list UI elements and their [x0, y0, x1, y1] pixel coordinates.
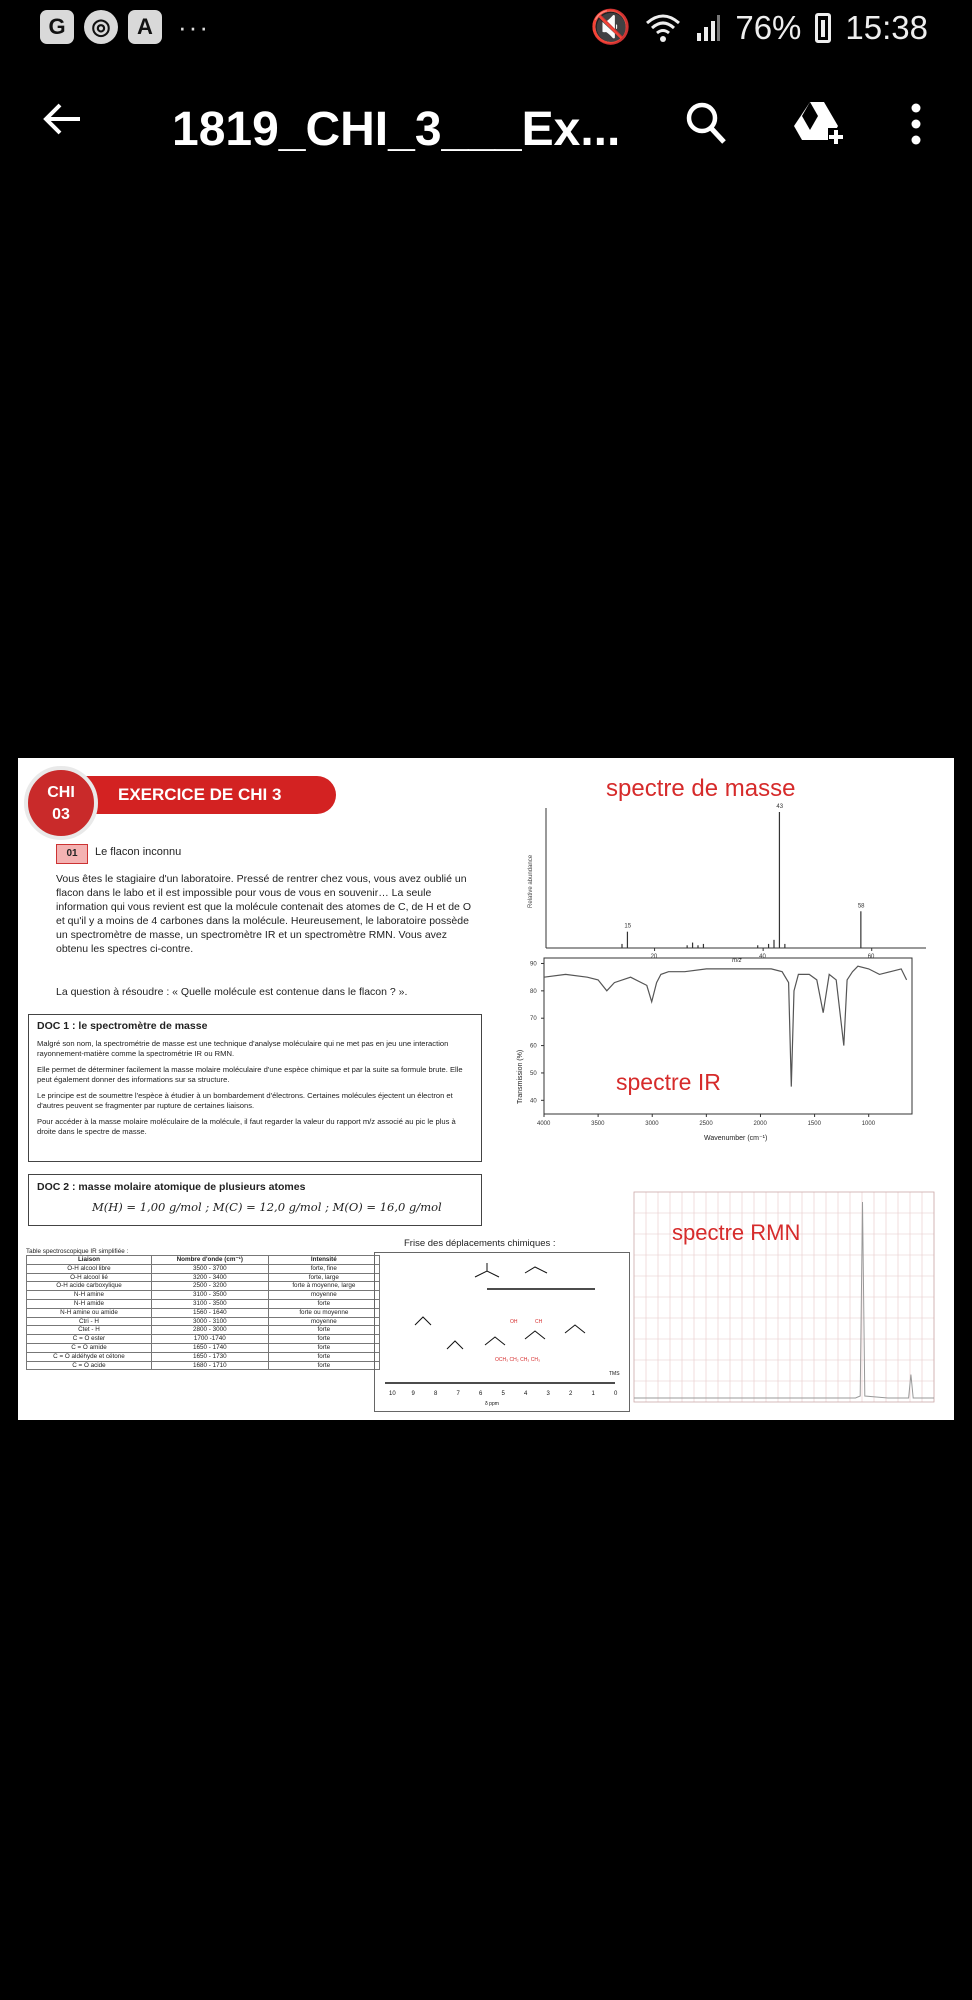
molar-masses: M(H) = 1,00 g/mol ; M(C) = 12,0 g/mol ; M(O) = 16,0 g/mol [92, 1200, 442, 1214]
ir-spectrum-chart [504, 954, 920, 1144]
ir-series-line [544, 966, 907, 1086]
ir-table-header: Liaison [27, 1256, 152, 1265]
frise-title: Frise des déplacements chimiques : [404, 1238, 556, 1249]
mass-tick-label: 20 [650, 954, 658, 960]
table-row [27, 1299, 380, 1308]
exercise-banner: EXERCICE DE CHI 3 [78, 776, 336, 814]
add-to-drive-icon[interactable] [792, 100, 846, 148]
more-options-icon[interactable] [906, 98, 926, 150]
exercise-number: 01 [56, 844, 88, 864]
question-text: La question à résoudre : « Quelle molécule est contenue dans le flacon ? ». [56, 986, 408, 998]
table-cell: C = O ester [27, 1335, 152, 1344]
mass-tick-label: 60 [867, 954, 875, 960]
table-cell: moyenne [268, 1291, 379, 1300]
table-cell: 3000 - 3100 [151, 1317, 268, 1326]
frise-tick-label: 0 [614, 1391, 618, 1397]
table-row [27, 1335, 380, 1344]
doc2-box [28, 1174, 482, 1226]
doc1-box [28, 1014, 482, 1162]
ir-table-header: Intensité [268, 1256, 379, 1265]
table-row [27, 1291, 380, 1300]
frise-tms: TMS [609, 1371, 620, 1377]
battery-percent: 76% [735, 8, 802, 46]
mass-spectrum-chart [506, 768, 934, 964]
chemical-shift-frieze [374, 1252, 630, 1412]
frise-tick-label: 2 [569, 1391, 573, 1397]
mass-spectrum-label: spectre de masse [606, 775, 796, 802]
table-cell: 3100 - 3500 [151, 1299, 268, 1308]
frise-tick-label: 3 [546, 1391, 550, 1397]
table-row [27, 1343, 380, 1352]
ir-ytick-label: 90 [530, 961, 537, 968]
ir-ytick-label: 60 [530, 1043, 537, 1050]
table-cell: 2500 - 3200 [151, 1282, 268, 1291]
exercise-title: Le flacon inconnu [95, 846, 182, 858]
doc1-p3: Le principe est de soumettre l'espèce à étudier à un bombardement d'électrons. Certaines molécules éjectent un électron et d'autres peuvent se fragmenter par rupture de certaines liaisons. [37, 1091, 453, 1110]
mute-icon: 🔇 [590, 8, 632, 45]
nmr-spectrum-label: spectre RMN [672, 1220, 801, 1245]
ir-ytick-label: 70 [530, 1016, 537, 1023]
frise-tick-label: 1 [591, 1391, 595, 1397]
table-cell: 3200 - 3400 [151, 1273, 268, 1282]
table-cell: forte [268, 1361, 379, 1370]
table-cell: 3100 - 3500 [151, 1291, 268, 1300]
ir-ytick-label: 50 [530, 1070, 537, 1077]
table-cell: forte [268, 1352, 379, 1361]
mass-peak-label: 43 [776, 804, 784, 810]
chrome-icon: ◎ [84, 10, 118, 44]
table-row [27, 1352, 380, 1361]
status-bar [0, 0, 972, 64]
frise-tick-label: 9 [411, 1391, 415, 1397]
table-row [27, 1361, 380, 1370]
table-cell: forte [268, 1343, 379, 1352]
ir-xtick-label: 2000 [753, 1121, 767, 1127]
doc2-title: DOC 2 : masse molaire atomique de plusieurs atomes [37, 1181, 306, 1193]
ir-table [26, 1248, 380, 1370]
table-row [27, 1308, 380, 1317]
intro-text: Vous êtes le stagiaire d'un laboratoire. Pressé de rentrer chez vous, vous avez oublié un flacon dans le labo et il est impossible pour vous de vous en souvenir… La seule information qui vous revient est que la molécule contenait des atomes de C, de H et de O et qu'il y a moins de 4 carbones dans la molécule. Heureusement, le laboratoire possède un spectromètre de masse, un spectromètre IR et un spectromètre RMN. Vous avez obtenu les spectres ci-contre. [56, 873, 471, 955]
mass-peak-label: 58 [857, 903, 865, 910]
table-cell: C = O aldéhyde et cétone [27, 1352, 152, 1361]
ir-table-header: Nombre d'onde (cm⁻¹) [151, 1256, 268, 1265]
search-icon[interactable] [684, 98, 728, 150]
table-cell: C = O acide [27, 1361, 152, 1370]
a-icon: A [128, 10, 162, 44]
ir-table-caption: Table spectroscopique IR simplifiée : [26, 1248, 129, 1255]
frise-tick-label: 10 [389, 1391, 396, 1397]
table-row [27, 1326, 380, 1335]
app-toolbar [0, 80, 972, 172]
table-cell: forte [268, 1326, 379, 1335]
table-cell: 1650 - 1730 [151, 1352, 268, 1361]
table-cell: forte ou moyenne [268, 1308, 379, 1317]
back-arrow-icon[interactable] [40, 94, 84, 154]
ir-xtick-label: 1000 [861, 1121, 876, 1127]
table-cell: forte à moyenne, large [268, 1282, 379, 1291]
mass-xlabel: m/z [732, 958, 742, 964]
frise-tick-label: 8 [434, 1391, 438, 1397]
doc1-title: DOC 1 : le spectromètre de masse [37, 1020, 208, 1032]
table-cell: C = O amide [27, 1343, 152, 1352]
ir-xlabel: Wavenumber (cm⁻¹) [704, 1135, 768, 1142]
table-cell: 1560 - 1640 [151, 1308, 268, 1317]
svg-text:CH: CH [535, 1319, 543, 1325]
document-page[interactable] [18, 758, 954, 1420]
frise-tick-label: 5 [501, 1391, 505, 1397]
ir-xtick-label: 4000 [537, 1121, 551, 1127]
frise-tick-label: 6 [479, 1391, 483, 1397]
table-cell: moyenne [268, 1317, 379, 1326]
maps-icon: G [40, 10, 74, 44]
table-cell: 1680 - 1710 [151, 1361, 268, 1370]
doc1-p1: Malgré son nom, la spectrométrie de masse est une technique d'analyse moléculaire qui ne met pas en jeu une interaction rayonnement-matière comme la spectrométrie IR ou RMN. [37, 1039, 449, 1058]
table-cell: N-H amine ou amide [27, 1308, 152, 1317]
ir-xtick-label: 2500 [699, 1121, 713, 1127]
table-cell: forte [268, 1299, 379, 1308]
table-cell: O-H acide carboxylique [27, 1282, 152, 1291]
nmr-spectrum-chart [632, 1188, 954, 1420]
table-cell: O-H alcool lié [27, 1273, 152, 1282]
mass-peak-label: 15 [624, 923, 632, 930]
wifi-icon [645, 13, 681, 43]
ir-ytick-label: 80 [530, 988, 537, 995]
ir-xtick-label: 3000 [645, 1121, 659, 1127]
table-cell: forte [268, 1335, 379, 1344]
mass-tick-label: 40 [759, 954, 766, 960]
table-cell: 1650 - 1740 [151, 1343, 268, 1352]
table-cell: N-H amine [27, 1291, 152, 1300]
table-cell: Ctet - H [27, 1326, 152, 1335]
ir-xtick-label: 3500 [591, 1121, 605, 1127]
mass-ylabel: Relative abundance [528, 854, 534, 908]
ir-spectrum-label: spectre IR [616, 1069, 721, 1095]
svg-text:OCH₃ CH₂ CH₃ CH₃: OCH₃ CH₂ CH₃ CH₃ [495, 1357, 540, 1363]
frise-axis-label: δ ppm [485, 1401, 499, 1407]
table-cell: 2800 - 3000 [151, 1326, 268, 1335]
table-row [27, 1317, 380, 1326]
table-cell: Ctri - H [27, 1317, 152, 1326]
table-cell: O-H alcool libre [27, 1264, 152, 1273]
frise-tick-label: 4 [524, 1391, 528, 1397]
doc1-p4: Pour accéder à la masse molaire moléculaire de la molécule, il faut regarder la valeur du rapport m/z associé au pic le plus à droite dans le spectre de masse. [37, 1117, 456, 1136]
frise-tick-label: 7 [456, 1391, 460, 1397]
document-title: 1819_CHI_3___Ex... [172, 103, 621, 156]
signal-icon [695, 13, 721, 43]
ir-xtick-label: 1500 [807, 1121, 821, 1127]
ir-ylabel: Transmission (%) [517, 1049, 524, 1104]
battery-icon [815, 13, 831, 43]
doc1-p2: Elle permet de déterminer facilement la masse molaire moléculaire d'une espèce chimique et par la suite sa formule brute. Elle peut également donner des informations sur sa structure. [37, 1065, 463, 1084]
more-notifications-icon: ··· [178, 11, 210, 42]
clock: 15:38 [845, 8, 928, 46]
table-row [27, 1273, 380, 1282]
table-row [27, 1282, 380, 1291]
table-row [27, 1264, 380, 1273]
table-cell: forte, fine [268, 1264, 379, 1273]
table-cell: 1700 -1740 [151, 1335, 268, 1344]
table-cell: 3500 - 3700 [151, 1264, 268, 1273]
table-cell: forte, large [268, 1273, 379, 1282]
chi-logo: CHI 03 [24, 766, 98, 840]
svg-text:OH: OH [510, 1319, 518, 1325]
table-cell: N-H amide [27, 1299, 152, 1308]
ir-ytick-label: 40 [530, 1098, 537, 1105]
